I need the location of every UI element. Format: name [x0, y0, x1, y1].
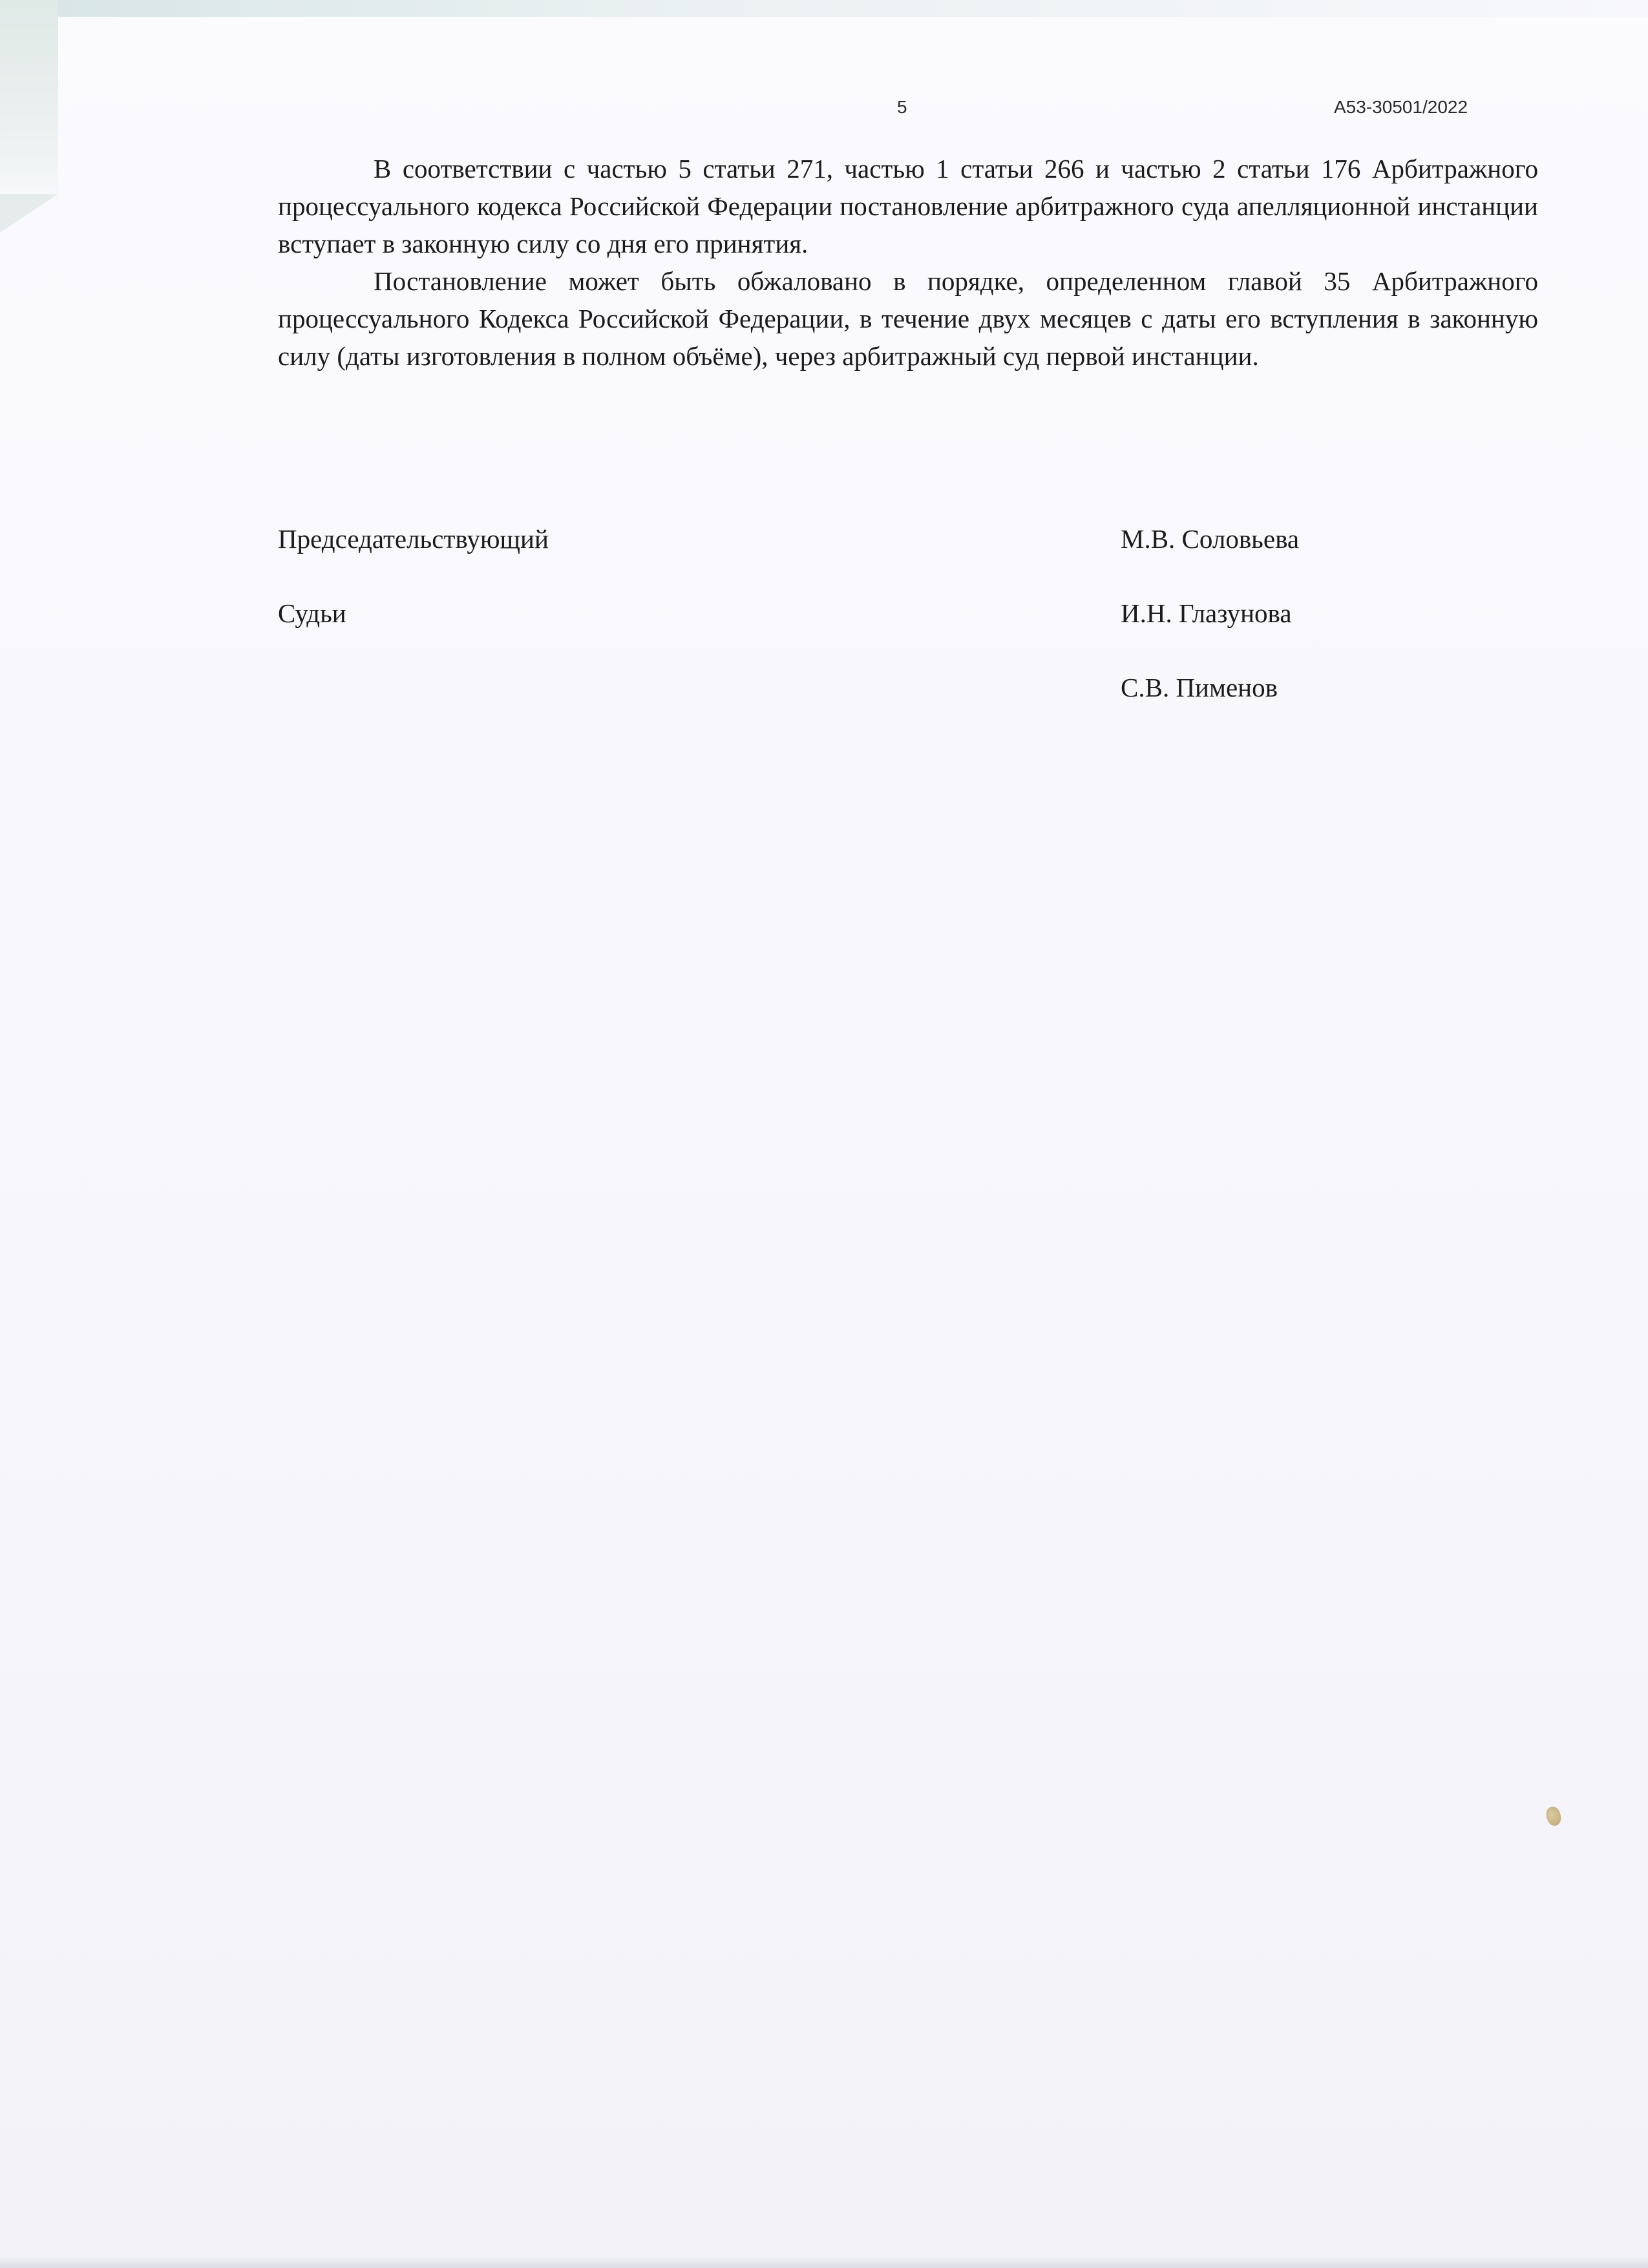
scan-fold-corner [0, 194, 58, 233]
signature-role: Судьи [278, 598, 346, 628]
case-number: А53-30501/2022 [1334, 97, 1468, 117]
scan-edge-top [0, 0, 1648, 17]
signature-block [278, 523, 1538, 746]
signature-row-judge-2 [278, 672, 1538, 746]
paper-stain [1544, 1805, 1563, 1827]
page-header [0, 97, 1648, 123]
scan-edge-bottom [0, 2256, 1648, 2268]
document-body [278, 150, 1538, 375]
signature-name: С.В. Пименов [1121, 673, 1278, 702]
signature-name: И.Н. Глазунова [1121, 598, 1292, 628]
paragraph-appeal-procedure: Постановление может быть обжаловано в порядке, определенном главой 35 Арбитражного процессуального Кодекса Российской Федерации, в течение двух месяцев с даты его вступления в законную силу (даты изготовления в полном объёме), через арбитражный суд первой инстанции. [278, 266, 1538, 371]
signature-name: М.В. Соловьева [1121, 524, 1300, 554]
signature-row-judge-1 [278, 598, 1538, 672]
page-number: 5 [897, 97, 907, 117]
signature-row-presiding [278, 523, 1538, 598]
signature-role: Председательствующий [278, 524, 549, 554]
paragraph-effective-date: В соответствии с частью 5 статьи 271, частью 1 статьи 266 и частью 2 статьи 176 Арбитражного процессуального кодекса Российской Федерации постановление арбитражного суда апелляционной инстанции вступает в законную силу со дня его принятия. [278, 154, 1538, 258]
